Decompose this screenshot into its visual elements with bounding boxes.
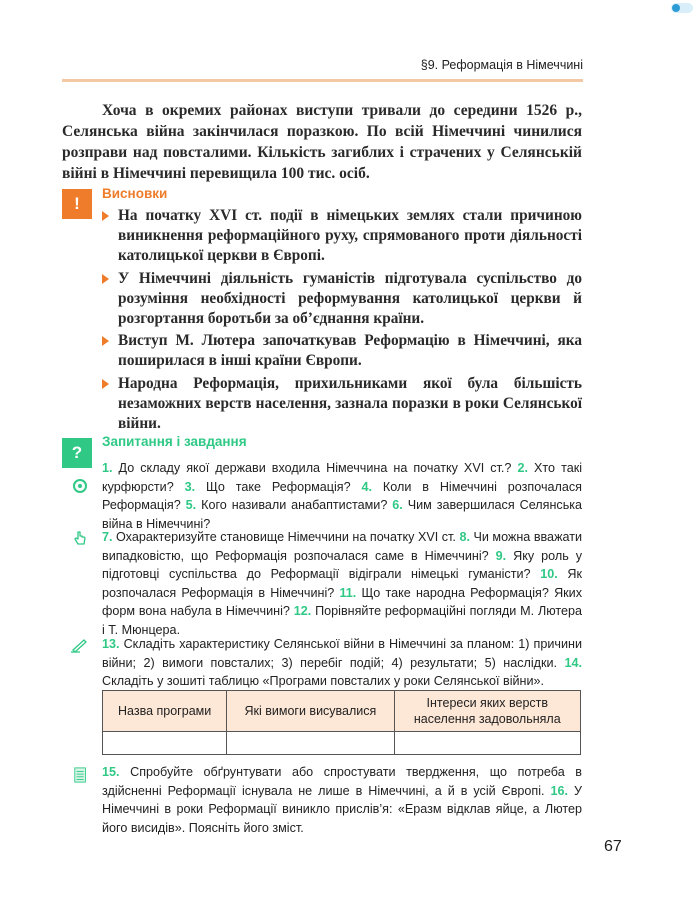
- notebook-icon: [72, 767, 90, 783]
- questions-group-analysis: 7. Охарактеризуйте становище Німеччини на початку XVI ст. 8. Чи можна вважати випадковістю, що Реформація розпочалася саме в Німеччині? 9. Яку роль у підготовці суспільства до Реформації відіграли німецькі гуманісти? 10. Як розпочалася Реформація в Німеччині? 11. Що таке народна Реформація? Яких форм вона набула в Німеччині? 12. Порівняйте реформаційні погляди М. Лютера і Т. Мюнцера.: [102, 530, 583, 637]
- exclamation-icon: !: [62, 189, 92, 219]
- conclusions-list: [102, 206, 582, 436]
- remember-icon: [72, 478, 88, 494]
- table-cell: [227, 732, 394, 755]
- table-header-row: [103, 691, 581, 732]
- pen-icon: [70, 637, 90, 653]
- table-header-cell: Які вимоги висувалися: [227, 691, 394, 732]
- questions-group-tasks: 13. Складіть характеристику Селянської війни в Німеччині за планом: 1) причини війни; 2) вимоги повсталих; 3) перебіг подій; 4) результати; 5) наслідки. 14. Складіть у зошиті таблицю «Програми повсталих у роки Селянської війни».: [102, 637, 583, 688]
- bullet-arrow-icon: [102, 379, 109, 389]
- list-item: На початку XVI ст. події в німецьких землях стали причиною виникнення реформаційного руху, спрямованого проти діяльності католицької церкви в Європі.: [102, 206, 582, 267]
- table-row: [103, 732, 581, 755]
- list-item: Народна Реформація, прихильниками якої була більшість незаможних верств населення, зазнала поразки в роки Селянської війни.: [102, 374, 582, 435]
- intro-paragraph: Хоча в окремих районах виступи тривали до середини 1526 р., Селянська війна закінчилася поразкою. По всій Німеччині чинилися розправи над повсталими. Кількість загиблих і страчених у Селянській війні в Німеччині перевищила 100 тис. осіб.: [62, 102, 582, 182]
- table-cell: [394, 732, 580, 755]
- running-header: §9. Реформація в Німеччині: [420, 58, 583, 72]
- question-icon: ?: [62, 438, 92, 468]
- list-item: Виступ М. Лютера започаткував Реформацію в Німеччині, яка поширилася в інші країни Європи.: [102, 331, 582, 371]
- table-header-cell: Інтереси яких верств населення задовольняла: [394, 691, 580, 732]
- questions-group-discussion: 15. Спробуйте обґрунтувати або спростувати твердження, що потреба в здійсненні Реформації існувала не лише в Німеччині, а й в усій Європі. 16. У Німеччині в роки Реформації виникло прислів’я: «Еразм відклав яйце, а Лютер його висидів». Поясніть його зміст.: [102, 765, 583, 835]
- table-cell: [103, 732, 227, 755]
- header-rule: [62, 79, 583, 82]
- page-number: 67: [604, 838, 622, 855]
- bullet-arrow-icon: [102, 336, 109, 346]
- list-item: У Німеччині діяльність гуманістів підготувала суспільство до розуміння необхідності реформування католицької церкви й розгортання боротьби за об’єднання країни.: [102, 269, 582, 330]
- questions-title: Запитання і завдання: [102, 434, 247, 449]
- conclusions-title: Висновки: [102, 186, 168, 201]
- bullet-arrow-icon: [102, 211, 109, 221]
- pointing-hand-icon: [72, 530, 88, 546]
- corner-logo-icon: [671, 3, 693, 13]
- questions-group-recall: 1. До складу якої держави входила Німеччина на початку XVI ст.? 2. Хто такі курфюрсти? 3. Що таке Реформація? 4. Коли в Німеччині розпочалася Реформація? 5. Кого називали анабаптистами? 6. Чим завершилася Селянська війна в Німеччині?: [102, 461, 583, 531]
- table-header-cell: Назва програми: [103, 691, 227, 732]
- bullet-arrow-icon: [102, 274, 109, 284]
- programs-table: [102, 690, 581, 755]
